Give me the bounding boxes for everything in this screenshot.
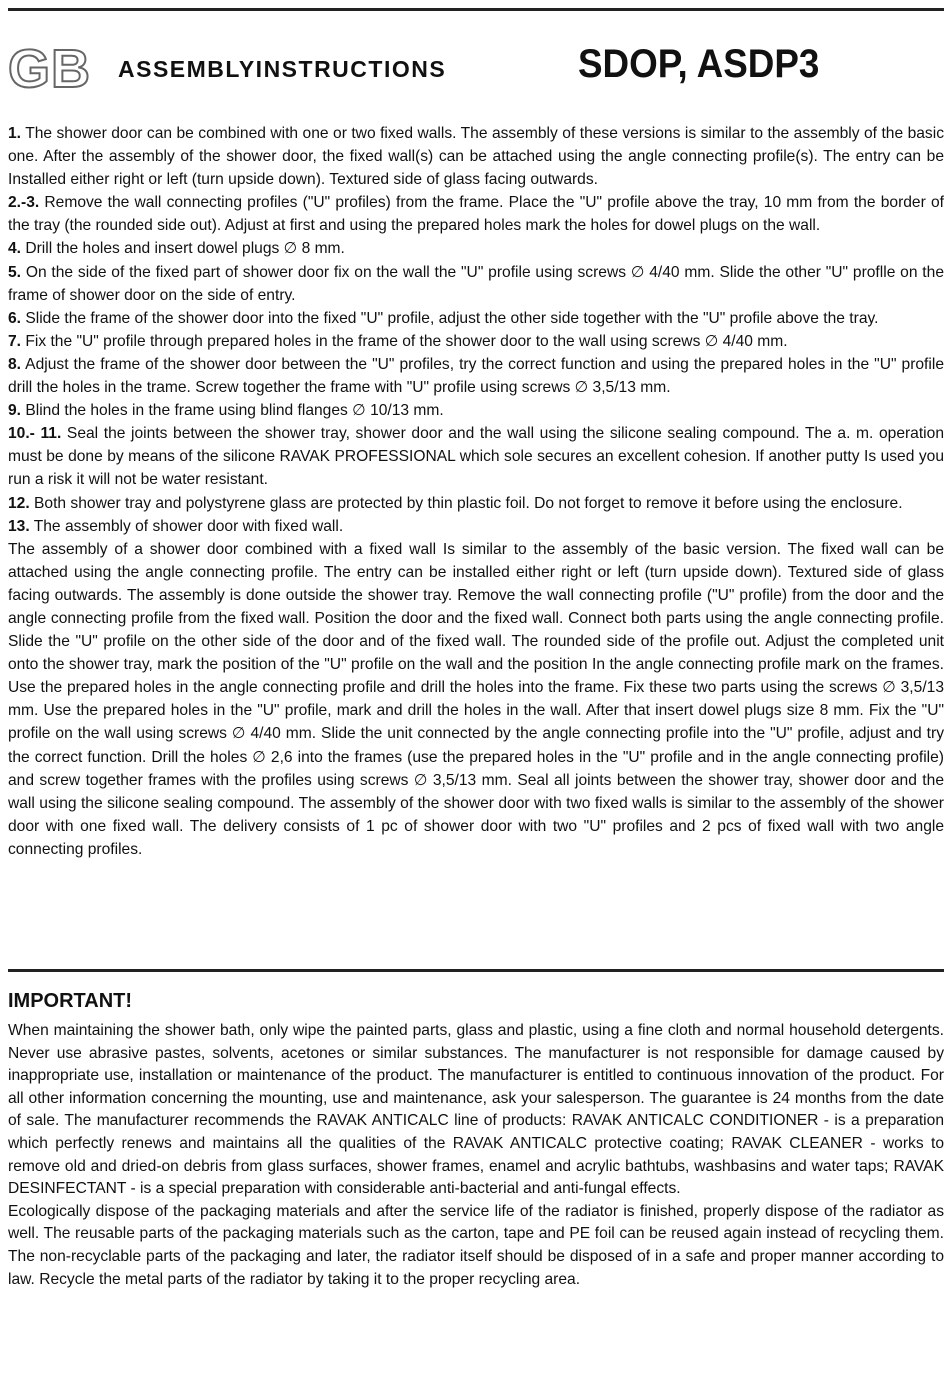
step-number: 2.-3. (8, 194, 40, 212)
step-number: 1. (8, 125, 22, 142)
step-13-detail: The assembly of a shower door combined with a fixed wall Is similar to the assembly of the basic version. The fixed wall can be attached using the angle connecting profile. The entry can be installed either right or left (turn upside down). Textured side of glass facing outwards. The assembly is done outside the shower tray. Remove the wall connecting profile ("U" profile) from the door and the angle connecting profile from the fixed wall. Position the door and the fixed wall. Connect both parts using the angle connecting profile. Slide the "U" profile on the other side of the door and of the fixed wall. The rounded side of the profile out. Adjust the completed unit onto the shower tray, mark the position of the "U" profile on the wall and the position In the angle connecting profile mark on the frames. Use the prepared holes in the angle connecting profile and drill the holes into the frame. Fix these two parts using the screws ∅ 3,5/13 mm. Use the prepared holes in the "U" profile, mark and drill the holes in the wall. After that insert dowel plugs size 8 mm. Fix the "U" profile on the wall using screws ∅ 4/40 mm. Slide the unit connected by the angle connecting profile into the "U" profile, adjust and try the correct function. Drill the holes ∅ 2,6 into the frames (use the prepared holes in the "U" profile and in the angle connecting profile) and screw together frames with the profiles using screws ∅ 3,5/13 mm. Seal all joints between the shower tray, shower door and the wall using the silicone sealing compound. The assembly of the shower door with two fixed walls is similar to the assembly of the shower door with one fixed wall. The delivery consists of 1 pc of shower door with two "U" profiles and 2 pcs of fixed wall with two angle connecting profiles. (8, 540, 944, 858)
step-9 (8, 399, 944, 422)
maintenance-paragraph: When maintaining the shower bath, only wipe the painted parts, glass and plastic, using a fine cloth and normal household detergents. Never use abrasive pastes, solvents, acetones or similar substances. The manufacturer is not responsible for damage caused by inappropriate use, installation or maintenance of the product. The manufacturer is entitled to continuous innovation of the product. For all other information concerning the mounting, use and maintenance, ask your salesperson. The guarantee is 24 months from the date of sale. The manufacturer recommends the RAVAK ANTICALC line of products: RAVAK ANTICALC CONDITIONER - is a preparation which perfectly renews and maintains all the qualities of the RAVAK ANTICALC protective coating; RAVAK CLEANER - works to remove old and dried-on debris from glass surfaces, shower frames, enamel and acrylic bathtubs, washbasins and water taps; RAVAK DESINFECTANT - is a special preparation with considerable anti-bacterial and anti-fungal effects. (8, 1022, 944, 1198)
step-text: The assembly of shower door with fixed wall. (29, 517, 344, 535)
step-number: 6. (8, 309, 22, 327)
step-13 (8, 515, 944, 538)
step-number: 8. (8, 355, 22, 373)
top-rule (8, 8, 944, 11)
step-number: 9. (8, 402, 22, 420)
step-4 (8, 237, 944, 260)
step-number: 4. (8, 240, 22, 258)
disposal-paragraph: Ecologically dispose of the packaging materials and after the service life of the radiator is finished, properly dispose of the radiator as well. The reusable parts of the packaging materials such as the carton, tape and PE foil can be reused again instead of recycling them. The non-recyclable parts of the packaging and later, the radiator itself should be disposed of in a safe and proper manner according to law. Recycle the metal parts of the radiator by taking it to the proper recycling area. (8, 1202, 944, 1288)
step-text: Slide the frame of the shower door into the fixed "U" profile, adjust the other side together with the "U" profile above the tray. (21, 309, 879, 327)
section-divider (8, 969, 944, 972)
step-number: 12. (8, 494, 30, 512)
model-number: SDOP, ASDP3 (578, 42, 820, 86)
step-text: Seal the joints between the shower tray, shower door and the wall using the silicone sealing compound. The a. m. operation must be done by means of the silicone RAVAK PROFESSIONAL which sole secures an excellent cohesion. If another putty Is used you run a risk it will not be water resistant. (8, 425, 944, 489)
instructions-body (8, 122, 944, 861)
step-text: Drill the holes and insert dowel plugs ∅ 8 mm. (21, 240, 345, 258)
step-8 (8, 353, 944, 399)
step-7 (8, 330, 944, 353)
step-12 (8, 492, 944, 515)
step-text: Both shower tray and polystyrene glass are protected by thin plastic foil. Do not forget to remove it before using the enclosure. (29, 494, 903, 512)
step-text: Fix the "U" profile through prepared holes in the frame of the shower door to the wall using screws ∅ 4/40 mm. (21, 332, 788, 350)
important-heading: IMPORTANT! (8, 990, 133, 1012)
step-text: On the side of the fixed part of shower door fix on the wall the "U" profile using screws ∅ 4/40 mm. Slide the other "U" proflle on the frame of shower door on the side of entry. (8, 263, 944, 304)
step-10-11 (8, 422, 944, 491)
step-number: 13. (8, 517, 30, 535)
page-title: ASSEMBLYINSTRUCTIONS (118, 56, 447, 82)
step-6 (8, 307, 944, 330)
step-number: 10.- 11. (8, 425, 62, 443)
step-text: The shower door can be combined with one or two fixed walls. The assembly of these versions is similar to the assembly of the basic one. After the assembly of the shower door, the fixed wall(s) can be attached using the angle connecting profile(s). The entry can be Installed either right or left (turn upside down). Textured side of glass facing outwards. (8, 125, 944, 189)
step-number: 7. (8, 332, 22, 350)
step-text: Adjust the frame of the shower door between the "U" profiles, try the correct function and using the prepared holes in the "U" profile drill the holes in the trame. Screw together the frame with "U" profile using screws ∅ 3,5/13 mm. (8, 355, 944, 397)
step-text: Remove the wall connecting profiles ("U" profiles) from the frame. Place the "U" profile above the tray, 10 mm from the border of the tray (the rounded side out). Adjust at first and using the prepared holes mark the holes for dowel plugs on the wall. (8, 194, 944, 235)
step-2-3 (8, 191, 944, 237)
document-header (8, 40, 944, 100)
language-code: GB (8, 39, 91, 99)
step-text: Blind the holes in the frame using blind flanges ∅ 10/13 mm. (21, 402, 444, 420)
step-1 (8, 122, 944, 191)
step-5 (8, 261, 944, 307)
important-body (8, 1020, 944, 1291)
step-number: 5. (8, 263, 22, 281)
